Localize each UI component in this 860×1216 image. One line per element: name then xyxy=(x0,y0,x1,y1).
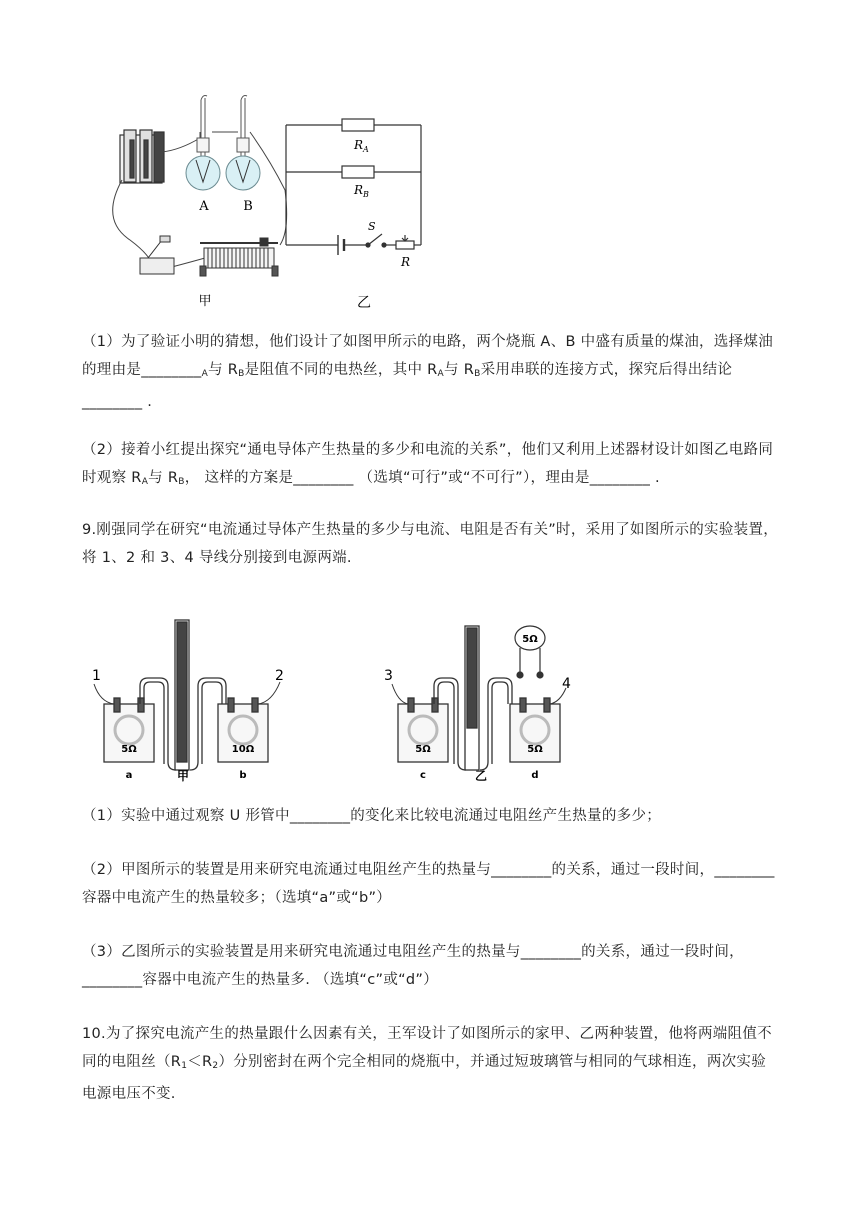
q9-part2: （2）甲图所示的装置是用来研究电流通过电阻丝产生的热量与________的关系，通过一段时间，________ 容器中电流产生的热量较多；（选填“a”或“b”） xyxy=(82,862,775,906)
label-a: A xyxy=(199,199,209,214)
flask-b xyxy=(226,96,260,191)
caption-c: c xyxy=(420,770,426,781)
wire-3-label: 3 xyxy=(384,668,393,684)
q9-intro: 9.刚强同学在研究“电流通过导体产生热量的多少与电流、电阻是否有关”时，采用了如图所示的实验装置， 将 1、2 和 3、4 导线分别接到电源两端. xyxy=(82,522,779,566)
q10-text: 10.为了探究电流产生的热量跟什么因素有关，王军设计了如图所示的家甲、乙两种装置，他将两端阻值不 同的电阻丝$(R_1<R_2)$分别密封在两个完全相同的烧瓶中，并通过短玻璃管与相同的气球相连，两次实验 电源电压不变. xyxy=(82,1026,772,1102)
caption-yi: 乙 xyxy=(474,769,488,783)
label-ra: $R_A$ xyxy=(354,138,369,154)
res-ext-label: 5Ω xyxy=(522,634,538,645)
caption-b: b xyxy=(239,770,247,781)
wire-1-label: 1 xyxy=(92,668,101,684)
circuit-figure xyxy=(100,90,450,320)
label-b: B xyxy=(243,199,253,214)
u-tube-figure xyxy=(80,612,600,788)
res-c-label: 5Ω xyxy=(415,744,431,755)
q8-part1: （1）为了验证小明的猜想，他们设计了如图甲所示的电路，两个烧瓶 A、B 中盛有质量的煤油，选择煤油 的理由是$\_\_\_\_\_\_\_\__A$与 $R_B$是阻值不同的电热丝，其中 $R_A$与 $R_B$采用串联的连接方式，探究后得出结论 ________ . xyxy=(82,334,774,410)
wire-4-label: 4 xyxy=(562,676,571,692)
knife-switch xyxy=(140,236,174,274)
res-a-label: 5Ω xyxy=(121,744,137,755)
caption-a: a xyxy=(125,770,133,781)
caption-d: d xyxy=(531,770,539,781)
q9-part3: （3）乙图所示的实验装置是用来研究电流通过电阻丝产生的热量与________的关系，通过一段时间， ________容器中电流产生的热量多. （选填“c”或“d”） xyxy=(82,944,744,988)
label-yi: 乙 xyxy=(357,295,371,311)
label-r: R xyxy=(401,255,411,269)
caption-jia: 甲 xyxy=(176,769,190,783)
q9-part1: （1）实验中通过观察 U 形管中________的变化来比较电流通过电阻丝产生热量的多少； xyxy=(82,808,662,824)
res-d-label: 5Ω xyxy=(527,744,543,755)
wire-2-label: 2 xyxy=(275,668,284,684)
q8-part2: （2）接着小红提出探究“通电导体产生热量的多少和电流的关系”，他们又利用上述器材设计如图乙电路同 时观察 $R_A$与 $R_B$， 这样的方案是________ （选填“可行”或“不可行”），理由是________ . xyxy=(82,442,774,487)
label-s: S xyxy=(368,220,376,233)
label-rb: $R_B$ xyxy=(354,183,369,199)
res-b-label: 10Ω xyxy=(231,744,255,755)
battery-pack xyxy=(120,130,164,183)
rheostat xyxy=(200,238,278,276)
label-jia: 甲 xyxy=(198,294,212,309)
